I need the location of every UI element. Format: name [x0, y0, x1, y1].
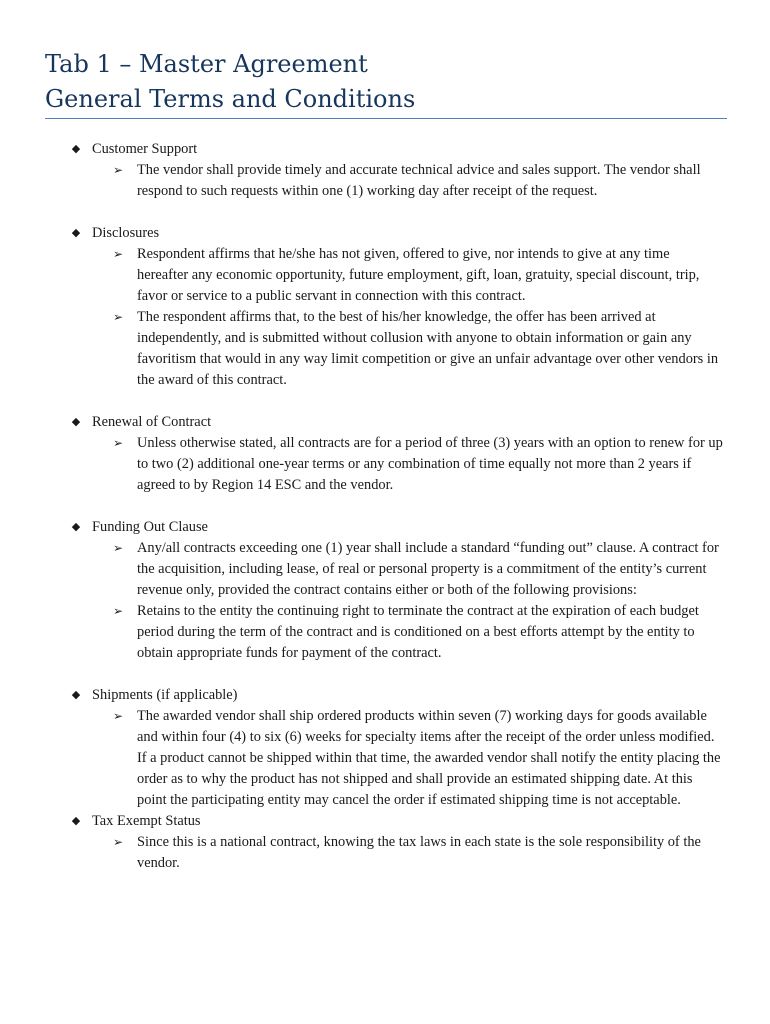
arrow-bullet-icon: ➢	[113, 835, 124, 849]
item-text: The awarded vendor shall ship ordered products within seven (7) working days for goods available and within four (4) to six (6) weeks for specialty items after the receipt of the order unless modified. If a product cannot be shipped within that time, the awarded vendor shall notify the entity placing the order as to why the product has not shipped and shall provide an estimated shipping date. At this point the participating entity may cancel the order if estimated shipping time is not acceptable.	[137, 708, 721, 808]
item-text: Respondent affirms that he/she has not given, offered to give, nor intends to give at any time hereafter any economic opportunity, future employment, gift, loan, gratuity, special discount, trip, favor or service to a public servant in connection with this contract.	[137, 246, 700, 304]
section-renewal-of-contract	[0, 412, 770, 496]
diamond-bullet-icon: ◆	[71, 143, 81, 155]
section-heading	[0, 517, 770, 538]
list-item	[0, 538, 770, 601]
title-line-2: General Terms and Conditions	[45, 85, 416, 113]
document-body	[0, 139, 770, 874]
arrow-bullet-icon: ➢	[113, 541, 124, 555]
list-item	[0, 433, 770, 496]
section-title: Customer Support	[92, 141, 198, 157]
diamond-bullet-icon: ◆	[71, 521, 81, 533]
list-item	[0, 832, 770, 874]
section-title: Disclosures	[92, 225, 160, 241]
item-text: Since this is a national contract, knowing the tax laws in each state is the sole responsibility of the vendor.	[137, 834, 701, 871]
list-item	[0, 307, 770, 391]
title-underline	[45, 118, 727, 119]
section-title: Funding Out Clause	[92, 519, 208, 535]
arrow-bullet-icon: ➢	[113, 436, 124, 450]
section-heading	[0, 811, 770, 832]
section-funding-out-clause	[0, 517, 770, 664]
list-item	[0, 706, 770, 811]
arrow-bullet-icon: ➢	[113, 310, 124, 324]
arrow-bullet-icon: ➢	[113, 604, 124, 618]
arrow-bullet-icon: ➢	[113, 247, 124, 261]
section-heading	[0, 412, 770, 433]
section-heading	[0, 223, 770, 244]
section-customer-support	[0, 139, 770, 202]
item-text: The vendor shall provide timely and accurate technical advice and sales support. The vendor shall respond to such requests within one (1) working day after receipt of the request.	[137, 162, 701, 199]
section-disclosures	[0, 223, 770, 391]
section-title: Renewal of Contract	[92, 414, 212, 430]
item-text: Any/all contracts exceeding one (1) year shall include a standard “funding out” clause. A contract for the acquisition, including lease, of real or personal property is a commitment of the entity’s current revenue only, provided the contract contains either or both of the following provisions:	[137, 540, 719, 598]
arrow-bullet-icon: ➢	[113, 709, 124, 723]
title-line-1: Tab 1 – Master Agreement	[45, 50, 368, 78]
page-title	[45, 47, 415, 117]
diamond-bullet-icon: ◆	[71, 227, 81, 239]
section-title: Shipments (if applicable)	[92, 687, 238, 703]
arrow-bullet-icon: ➢	[113, 163, 124, 177]
diamond-bullet-icon: ◆	[71, 416, 81, 428]
list-item	[0, 244, 770, 307]
section-title: Tax Exempt Status	[92, 813, 201, 829]
item-text: Unless otherwise stated, all contracts are for a period of three (3) years with an option to renew for up to two (2) additional one-year terms or any combination of time equally not more than 2 years if agreed to by Region 14 ESC and the vendor.	[137, 435, 723, 493]
section-heading	[0, 139, 770, 160]
diamond-bullet-icon: ◆	[71, 815, 81, 827]
list-item	[0, 160, 770, 202]
item-text: Retains to the entity the continuing right to terminate the contract at the expiration of each budget period during the term of the contract and is conditioned on a best efforts attempt by the entity to obtain appropriate funds for payment of the contract.	[137, 603, 699, 661]
diamond-bullet-icon: ◆	[71, 689, 81, 701]
section-tax-exempt-status	[0, 811, 770, 874]
section-heading	[0, 685, 770, 706]
section-shipments	[0, 685, 770, 811]
list-item	[0, 601, 770, 664]
item-text: The respondent affirms that, to the best of his/her knowledge, the offer has been arrived at independently, and is submitted without collusion with anyone to obtain information or gain any favoritism that would in any way limit competition or give an unfair advantage over other vendors in the award of this contract.	[137, 309, 719, 388]
